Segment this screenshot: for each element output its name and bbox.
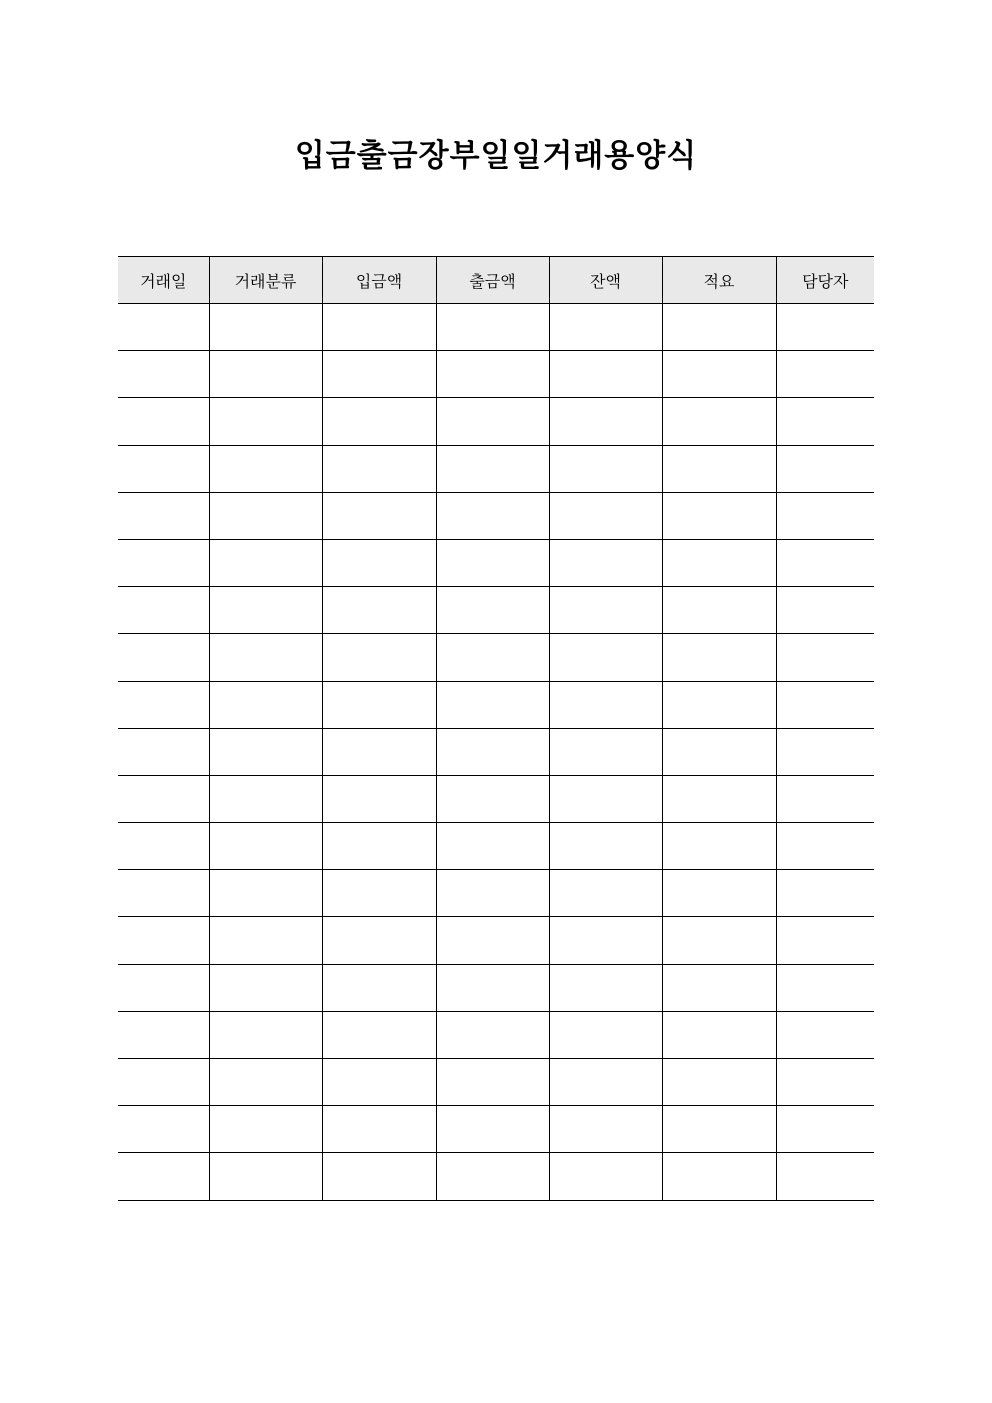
cell-manager[interactable] bbox=[776, 1011, 874, 1058]
cell-deposit[interactable] bbox=[322, 823, 436, 870]
cell-balance[interactable] bbox=[549, 964, 662, 1011]
table-row bbox=[118, 1106, 874, 1153]
cell-manager[interactable] bbox=[776, 492, 874, 539]
cell-manager[interactable] bbox=[776, 539, 874, 586]
cell-balance[interactable] bbox=[549, 304, 662, 351]
cell-withdrawal[interactable] bbox=[436, 634, 549, 681]
cell-deposit[interactable] bbox=[322, 634, 436, 681]
cell-memo[interactable] bbox=[662, 823, 776, 870]
cell-manager[interactable] bbox=[776, 964, 874, 1011]
cell-category[interactable] bbox=[209, 775, 322, 822]
cell-memo[interactable] bbox=[662, 492, 776, 539]
cell-balance[interactable] bbox=[549, 1106, 662, 1153]
ledger-body bbox=[118, 304, 874, 1201]
cell-manager[interactable] bbox=[776, 728, 874, 775]
cell-date[interactable] bbox=[118, 870, 209, 917]
cell-balance[interactable] bbox=[549, 823, 662, 870]
cell-deposit[interactable] bbox=[322, 1059, 436, 1106]
cell-memo[interactable] bbox=[662, 964, 776, 1011]
cell-category[interactable] bbox=[209, 681, 322, 728]
cell-date[interactable] bbox=[118, 823, 209, 870]
cell-manager[interactable] bbox=[776, 823, 874, 870]
column-header-date: 거래일 bbox=[118, 257, 209, 304]
cell-date[interactable] bbox=[118, 1106, 209, 1153]
cell-withdrawal[interactable] bbox=[436, 1059, 549, 1106]
cell-date[interactable] bbox=[118, 917, 209, 964]
cell-date[interactable] bbox=[118, 964, 209, 1011]
cell-manager[interactable] bbox=[776, 681, 874, 728]
cell-date[interactable] bbox=[118, 1011, 209, 1058]
column-header-memo: 적요 bbox=[662, 257, 776, 304]
cell-manager[interactable] bbox=[776, 304, 874, 351]
cell-deposit[interactable] bbox=[322, 1106, 436, 1153]
cell-withdrawal[interactable] bbox=[436, 351, 549, 398]
cell-memo[interactable] bbox=[662, 539, 776, 586]
cell-withdrawal[interactable] bbox=[436, 775, 549, 822]
table-row bbox=[118, 492, 874, 539]
cell-deposit[interactable] bbox=[322, 445, 436, 492]
column-header-category: 거래분류 bbox=[209, 257, 322, 304]
cell-withdrawal[interactable] bbox=[436, 492, 549, 539]
cell-manager[interactable] bbox=[776, 917, 874, 964]
table-row bbox=[118, 539, 874, 586]
cell-withdrawal[interactable] bbox=[436, 870, 549, 917]
cell-manager[interactable] bbox=[776, 1059, 874, 1106]
cell-date[interactable] bbox=[118, 445, 209, 492]
cell-manager[interactable] bbox=[776, 351, 874, 398]
cell-withdrawal[interactable] bbox=[436, 681, 549, 728]
table-row bbox=[118, 587, 874, 634]
ledger-table bbox=[118, 256, 874, 1201]
cell-withdrawal[interactable] bbox=[436, 587, 549, 634]
cell-date[interactable] bbox=[118, 398, 209, 445]
cell-date[interactable] bbox=[118, 492, 209, 539]
table-row bbox=[118, 964, 874, 1011]
cell-balance[interactable] bbox=[549, 1153, 662, 1200]
cell-withdrawal[interactable] bbox=[436, 445, 549, 492]
cell-withdrawal[interactable] bbox=[436, 304, 549, 351]
cell-withdrawal[interactable] bbox=[436, 1153, 549, 1200]
cell-deposit[interactable] bbox=[322, 398, 436, 445]
cell-category[interactable] bbox=[209, 398, 322, 445]
cell-memo[interactable] bbox=[662, 681, 776, 728]
cell-manager[interactable] bbox=[776, 1106, 874, 1153]
cell-category[interactable] bbox=[209, 1011, 322, 1058]
cell-memo[interactable] bbox=[662, 1059, 776, 1106]
cell-category[interactable] bbox=[209, 539, 322, 586]
cell-manager[interactable] bbox=[776, 587, 874, 634]
cell-category[interactable] bbox=[209, 445, 322, 492]
column-header-balance: 잔액 bbox=[549, 257, 662, 304]
column-header-manager: 담당자 bbox=[776, 257, 874, 304]
table-row bbox=[118, 917, 874, 964]
cell-memo[interactable] bbox=[662, 1011, 776, 1058]
cell-manager[interactable] bbox=[776, 775, 874, 822]
table-row bbox=[118, 681, 874, 728]
cell-deposit[interactable] bbox=[322, 1153, 436, 1200]
cell-date[interactable] bbox=[118, 304, 209, 351]
cell-memo[interactable] bbox=[662, 870, 776, 917]
cell-date[interactable] bbox=[118, 1153, 209, 1200]
cell-category[interactable] bbox=[209, 1059, 322, 1106]
cell-date[interactable] bbox=[118, 351, 209, 398]
table-row bbox=[118, 775, 874, 822]
cell-date[interactable] bbox=[118, 728, 209, 775]
cell-category[interactable] bbox=[209, 1153, 322, 1200]
cell-balance[interactable] bbox=[549, 775, 662, 822]
table-row bbox=[118, 1059, 874, 1106]
cell-withdrawal[interactable] bbox=[436, 917, 549, 964]
cell-date[interactable] bbox=[118, 634, 209, 681]
cell-manager[interactable] bbox=[776, 445, 874, 492]
cell-memo[interactable] bbox=[662, 445, 776, 492]
cell-memo[interactable] bbox=[662, 1153, 776, 1200]
cell-withdrawal[interactable] bbox=[436, 964, 549, 1011]
cell-deposit[interactable] bbox=[322, 681, 436, 728]
cell-date[interactable] bbox=[118, 1059, 209, 1106]
cell-memo[interactable] bbox=[662, 351, 776, 398]
table-row bbox=[118, 398, 874, 445]
table-row bbox=[118, 304, 874, 351]
cell-withdrawal[interactable] bbox=[436, 398, 549, 445]
cell-withdrawal[interactable] bbox=[436, 1106, 549, 1153]
table-row bbox=[118, 351, 874, 398]
table-row bbox=[118, 1011, 874, 1058]
cell-category[interactable] bbox=[209, 492, 322, 539]
cell-balance[interactable] bbox=[549, 445, 662, 492]
cell-balance[interactable] bbox=[549, 398, 662, 445]
cell-manager[interactable] bbox=[776, 634, 874, 681]
cell-date[interactable] bbox=[118, 587, 209, 634]
cell-category[interactable] bbox=[209, 304, 322, 351]
cell-balance[interactable] bbox=[549, 917, 662, 964]
cell-date[interactable] bbox=[118, 681, 209, 728]
table-row bbox=[118, 445, 874, 492]
cell-deposit[interactable] bbox=[322, 587, 436, 634]
cell-deposit[interactable] bbox=[322, 728, 436, 775]
cell-category[interactable] bbox=[209, 870, 322, 917]
cell-category[interactable] bbox=[209, 917, 322, 964]
table-row bbox=[118, 870, 874, 917]
cell-memo[interactable] bbox=[662, 304, 776, 351]
cell-date[interactable] bbox=[118, 775, 209, 822]
cell-withdrawal[interactable] bbox=[436, 823, 549, 870]
cell-withdrawal[interactable] bbox=[436, 539, 549, 586]
column-header-withdrawal: 출금액 bbox=[436, 257, 549, 304]
cell-memo[interactable] bbox=[662, 917, 776, 964]
cell-deposit[interactable] bbox=[322, 775, 436, 822]
table-row bbox=[118, 823, 874, 870]
cell-deposit[interactable] bbox=[322, 870, 436, 917]
cell-manager[interactable] bbox=[776, 870, 874, 917]
cell-memo[interactable] bbox=[662, 398, 776, 445]
cell-deposit[interactable] bbox=[322, 1011, 436, 1058]
cell-balance[interactable] bbox=[549, 728, 662, 775]
cell-category[interactable] bbox=[209, 1106, 322, 1153]
cell-memo[interactable] bbox=[662, 728, 776, 775]
cell-category[interactable] bbox=[209, 728, 322, 775]
cell-memo[interactable] bbox=[662, 1106, 776, 1153]
header-row bbox=[118, 257, 874, 304]
cell-withdrawal[interactable] bbox=[436, 728, 549, 775]
cell-balance[interactable] bbox=[549, 870, 662, 917]
cell-deposit[interactable] bbox=[322, 351, 436, 398]
cell-balance[interactable] bbox=[549, 1059, 662, 1106]
cell-date[interactable] bbox=[118, 539, 209, 586]
document-title: 입금출금장부일일거래용양식 bbox=[294, 138, 698, 174]
cell-memo[interactable] bbox=[662, 775, 776, 822]
cell-deposit[interactable] bbox=[322, 304, 436, 351]
cell-deposit[interactable] bbox=[322, 964, 436, 1011]
cell-category[interactable] bbox=[209, 634, 322, 681]
cell-category[interactable] bbox=[209, 964, 322, 1011]
cell-balance[interactable] bbox=[549, 351, 662, 398]
cell-balance[interactable] bbox=[549, 539, 662, 586]
cell-deposit[interactable] bbox=[322, 539, 436, 586]
cell-category[interactable] bbox=[209, 587, 322, 634]
cell-category[interactable] bbox=[209, 351, 322, 398]
cell-withdrawal[interactable] bbox=[436, 1011, 549, 1058]
cell-balance[interactable] bbox=[549, 492, 662, 539]
cell-balance[interactable] bbox=[549, 587, 662, 634]
cell-deposit[interactable] bbox=[322, 917, 436, 964]
table-row bbox=[118, 728, 874, 775]
ledger-header bbox=[118, 257, 874, 304]
cell-category[interactable] bbox=[209, 823, 322, 870]
cell-manager[interactable] bbox=[776, 1153, 874, 1200]
table-row bbox=[118, 1153, 874, 1200]
cell-balance[interactable] bbox=[549, 634, 662, 681]
cell-balance[interactable] bbox=[549, 681, 662, 728]
table-row bbox=[118, 634, 874, 681]
cell-memo[interactable] bbox=[662, 587, 776, 634]
cell-memo[interactable] bbox=[662, 634, 776, 681]
cell-manager[interactable] bbox=[776, 398, 874, 445]
cell-balance[interactable] bbox=[549, 1011, 662, 1058]
column-header-deposit: 입금액 bbox=[322, 257, 436, 304]
cell-deposit[interactable] bbox=[322, 492, 436, 539]
